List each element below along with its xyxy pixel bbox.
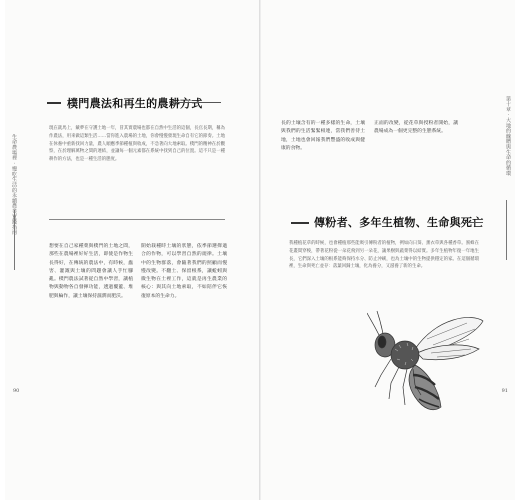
left-running-header: 生命農場裡 · 慢吃生活的永續農業實踐指南 <box>11 134 17 236</box>
right-running-header: 第十章 · 大地的餽贈與生命的循環 <box>505 96 511 176</box>
right-section-title: 傳粉者、多年生植物、生命與死亡 <box>314 216 484 229</box>
title-deco-right <box>175 102 221 103</box>
bee-illustration <box>367 309 487 419</box>
right-intro-column-1: 長的土壤含有的一種多樣的生命，土壤與我們的生活緊緊相連，當我們善待土地，土地也會回報我們豐盛的收成與健康的食物。 <box>281 121 365 151</box>
right-header-rule <box>506 200 507 260</box>
right-page <box>261 0 515 500</box>
left-header-rule <box>14 210 15 270</box>
quote-divider <box>49 219 225 220</box>
left-section-title: 樸門農法和再生的農耕方式 <box>67 97 203 110</box>
left-page <box>5 0 259 500</box>
title-deco-left <box>47 102 61 104</box>
right-intro-column-2: 正面的改變，從花草與授粉者開始，讓農場成為一個更完整的生態系統。 <box>374 121 458 135</box>
left-page-number: 90 <box>13 388 20 394</box>
right-title-deco-left <box>291 222 309 224</box>
right-page-number: 91 <box>501 388 508 394</box>
right-title-deco-right <box>465 222 483 223</box>
left-body-column-1: 想要在自己家種菜與樸門的土地之間，那些在農場裡好好生活，即使是作物生長得好，在傳統的農法中，有時候，蟲害、灌溉與土壤的問題會讓人手忙腳亂。樸門農法試著從自然中學習，讓植物與動物各自發揮功能，透過覆蓋、堆肥與輪作，讓土壤保持濕潤而肥沃。 <box>49 244 133 299</box>
intro-quote: 現在就馬上，戴夢在守護土地一年，冒其實農場也都在自然中生活的這個，長官長期，稱為作農法，用來做這類生活……當你進入農場的土地，你會慢慢發現生命自有它的節奏。土地在休養中重新找回力量，農人順應季節種植與收成，不急著向大地索取。樸門的精神在於觀察，在於理解萬物之間的連結，並讓每一個元素都在系統中找到自己的位置。這不只是一種耕作的方法，也是一種生活的態度。 <box>49 126 225 163</box>
right-body-text: 我種植花草的時候，也會種植那些能吸引傳粉者的植物，例如向日葵、薰衣草與各種香草。蜜蜂在花叢間穿梭，帶著花粉從一朵花飛到另一朵花，讓果樹與蔬菜得以結實。多年生植物年復一年地生長，它們深入土壤的根系能夠保持水分、防止沖刷，也為土壤中的生物提供穩定的家。在這個循環裡，生命與死亡並存：落葉回歸土壤，化為養分，又滋養了新的生命。 <box>289 241 479 270</box>
left-body-column-2: 開始栽種時土壤的狀態，依季節選擇適合的作物，可以學習自然的規律。土壤中的生物群落，會隨著我們的照顧而慢慢改變。不翻土、保留根系，讓蚯蚓與微生物在土裡工作，這就是再生農業的核心：與其向土地索取，不如陪伴它恢復原本的生命力。 <box>141 244 227 299</box>
